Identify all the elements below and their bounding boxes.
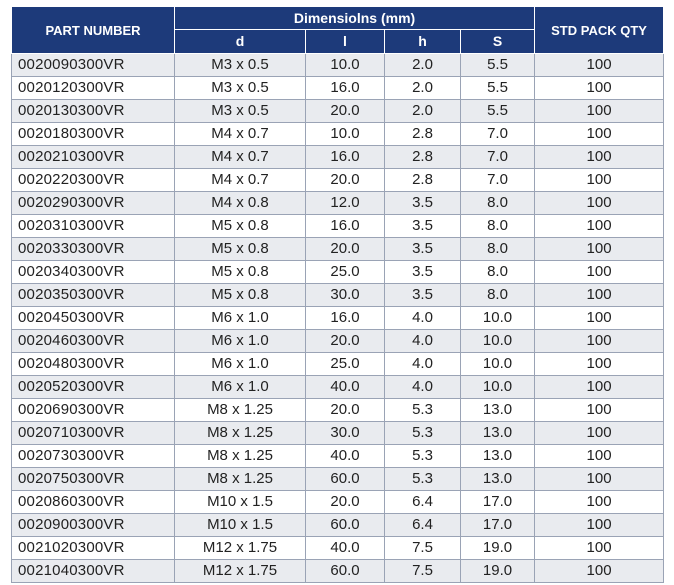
cell-part-number: 0020690300VR [12,399,175,422]
table-row [12,330,664,353]
cell-h: 3.5 [385,284,461,307]
cell-d: M6 x 1.0 [175,330,306,353]
cell-h: 3.5 [385,238,461,261]
cell-s: 8.0 [461,261,535,284]
table-row [12,422,664,445]
cell-l: 20.0 [306,399,385,422]
parts-table [11,6,664,583]
table-row [12,284,664,307]
header-s: S [461,29,535,53]
cell-std-pack-qty: 100 [535,560,664,583]
cell-d: M3 x 0.5 [175,100,306,123]
table-row [12,146,664,169]
table-row [12,376,664,399]
cell-std-pack-qty: 100 [535,422,664,445]
cell-s: 13.0 [461,445,535,468]
cell-s: 8.0 [461,192,535,215]
cell-part-number: 0020330300VR [12,238,175,261]
cell-std-pack-qty: 100 [535,54,664,77]
cell-s: 7.0 [461,169,535,192]
cell-l: 16.0 [306,307,385,330]
cell-d: M4 x 0.8 [175,192,306,215]
table-row [12,261,664,284]
cell-h: 4.0 [385,376,461,399]
table-row [12,560,664,583]
cell-h: 5.3 [385,445,461,468]
table-row [12,123,664,146]
cell-part-number: 0020090300VR [12,54,175,77]
table-row [12,192,664,215]
cell-std-pack-qty: 100 [535,215,664,238]
table-row [12,238,664,261]
cell-part-number: 0020310300VR [12,215,175,238]
cell-h: 3.5 [385,215,461,238]
cell-s: 17.0 [461,491,535,514]
cell-std-pack-qty: 100 [535,192,664,215]
table-header [12,7,664,54]
header-l: l [306,29,385,53]
cell-l: 16.0 [306,77,385,100]
cell-h: 2.8 [385,146,461,169]
cell-s: 10.0 [461,376,535,399]
cell-d: M5 x 0.8 [175,284,306,307]
cell-l: 20.0 [306,100,385,123]
cell-s: 13.0 [461,468,535,491]
cell-l: 20.0 [306,169,385,192]
cell-l: 10.0 [306,123,385,146]
table-row [12,307,664,330]
cell-part-number: 0020750300VR [12,468,175,491]
cell-d: M4 x 0.7 [175,169,306,192]
cell-l: 25.0 [306,353,385,376]
cell-s: 17.0 [461,514,535,537]
cell-std-pack-qty: 100 [535,399,664,422]
cell-s: 10.0 [461,307,535,330]
table-row [12,514,664,537]
cell-l: 25.0 [306,261,385,284]
cell-l: 40.0 [306,376,385,399]
cell-part-number: 0020710300VR [12,422,175,445]
cell-d: M3 x 0.5 [175,54,306,77]
cell-h: 4.0 [385,307,461,330]
header-d: d [175,29,306,53]
cell-h: 5.3 [385,468,461,491]
cell-part-number: 0020210300VR [12,146,175,169]
cell-std-pack-qty: 100 [535,376,664,399]
header-std-pack-qty: STD PACK QTY [535,7,664,54]
cell-std-pack-qty: 100 [535,537,664,560]
cell-part-number: 0020120300VR [12,77,175,100]
table-row [12,468,664,491]
cell-h: 7.5 [385,560,461,583]
cell-l: 16.0 [306,146,385,169]
cell-h: 3.5 [385,261,461,284]
table-row [12,169,664,192]
cell-h: 2.0 [385,77,461,100]
cell-part-number: 0020460300VR [12,330,175,353]
cell-std-pack-qty: 100 [535,468,664,491]
cell-d: M6 x 1.0 [175,376,306,399]
cell-l: 10.0 [306,54,385,77]
cell-l: 40.0 [306,445,385,468]
cell-l: 20.0 [306,491,385,514]
cell-h: 4.0 [385,330,461,353]
cell-d: M4 x 0.7 [175,123,306,146]
cell-std-pack-qty: 100 [535,77,664,100]
cell-d: M8 x 1.25 [175,445,306,468]
cell-h: 6.4 [385,514,461,537]
cell-part-number: 0020730300VR [12,445,175,468]
cell-s: 10.0 [461,353,535,376]
cell-d: M8 x 1.25 [175,422,306,445]
table-row [12,399,664,422]
cell-s: 13.0 [461,399,535,422]
table-row [12,537,664,560]
cell-std-pack-qty: 100 [535,169,664,192]
cell-s: 7.0 [461,146,535,169]
cell-l: 60.0 [306,468,385,491]
cell-d: M5 x 0.8 [175,215,306,238]
cell-l: 60.0 [306,560,385,583]
cell-s: 7.0 [461,123,535,146]
cell-part-number: 0020220300VR [12,169,175,192]
header-part-number: PART NUMBER [12,7,175,54]
cell-std-pack-qty: 100 [535,330,664,353]
cell-part-number: 0020340300VR [12,261,175,284]
cell-d: M8 x 1.25 [175,399,306,422]
cell-s: 19.0 [461,537,535,560]
table-row [12,491,664,514]
cell-std-pack-qty: 100 [535,445,664,468]
cell-part-number: 0020290300VR [12,192,175,215]
table-body [12,54,664,583]
cell-d: M8 x 1.25 [175,468,306,491]
cell-d: M3 x 0.5 [175,77,306,100]
cell-part-number: 0021020300VR [12,537,175,560]
cell-s: 5.5 [461,77,535,100]
cell-part-number: 0020130300VR [12,100,175,123]
cell-std-pack-qty: 100 [535,146,664,169]
table-row [12,445,664,468]
cell-h: 7.5 [385,537,461,560]
cell-d: M10 x 1.5 [175,491,306,514]
cell-std-pack-qty: 100 [535,238,664,261]
cell-std-pack-qty: 100 [535,491,664,514]
table-row [12,77,664,100]
table-row [12,215,664,238]
header-h: h [385,29,461,53]
cell-part-number: 0020480300VR [12,353,175,376]
cell-h: 3.5 [385,192,461,215]
cell-part-number: 0020180300VR [12,123,175,146]
cell-s: 8.0 [461,238,535,261]
cell-std-pack-qty: 100 [535,100,664,123]
cell-h: 2.0 [385,100,461,123]
cell-h: 2.8 [385,123,461,146]
parts-table-container [11,6,664,583]
cell-std-pack-qty: 100 [535,353,664,376]
cell-l: 40.0 [306,537,385,560]
cell-d: M6 x 1.0 [175,353,306,376]
cell-part-number: 0020860300VR [12,491,175,514]
cell-part-number: 0020520300VR [12,376,175,399]
cell-l: 30.0 [306,422,385,445]
cell-std-pack-qty: 100 [535,307,664,330]
cell-l: 60.0 [306,514,385,537]
cell-l: 20.0 [306,238,385,261]
cell-d: M4 x 0.7 [175,146,306,169]
cell-d: M12 x 1.75 [175,560,306,583]
cell-std-pack-qty: 100 [535,514,664,537]
cell-s: 8.0 [461,284,535,307]
cell-std-pack-qty: 100 [535,123,664,146]
cell-s: 8.0 [461,215,535,238]
cell-d: M5 x 0.8 [175,261,306,284]
cell-part-number: 0020350300VR [12,284,175,307]
cell-d: M5 x 0.8 [175,238,306,261]
cell-d: M10 x 1.5 [175,514,306,537]
cell-l: 30.0 [306,284,385,307]
table-row [12,54,664,77]
cell-l: 16.0 [306,215,385,238]
cell-part-number: 0020450300VR [12,307,175,330]
cell-h: 2.0 [385,54,461,77]
cell-std-pack-qty: 100 [535,261,664,284]
cell-h: 4.0 [385,353,461,376]
cell-s: 5.5 [461,54,535,77]
cell-h: 5.3 [385,399,461,422]
cell-h: 6.4 [385,491,461,514]
cell-part-number: 0021040300VR [12,560,175,583]
cell-s: 13.0 [461,422,535,445]
cell-h: 2.8 [385,169,461,192]
cell-s: 5.5 [461,100,535,123]
cell-s: 19.0 [461,560,535,583]
cell-l: 20.0 [306,330,385,353]
cell-std-pack-qty: 100 [535,284,664,307]
cell-s: 10.0 [461,330,535,353]
cell-d: M12 x 1.75 [175,537,306,560]
header-dimensions: Dimensiolns (mm) [175,7,535,30]
cell-d: M6 x 1.0 [175,307,306,330]
table-row [12,353,664,376]
cell-l: 12.0 [306,192,385,215]
cell-h: 5.3 [385,422,461,445]
cell-part-number: 0020900300VR [12,514,175,537]
table-row [12,100,664,123]
